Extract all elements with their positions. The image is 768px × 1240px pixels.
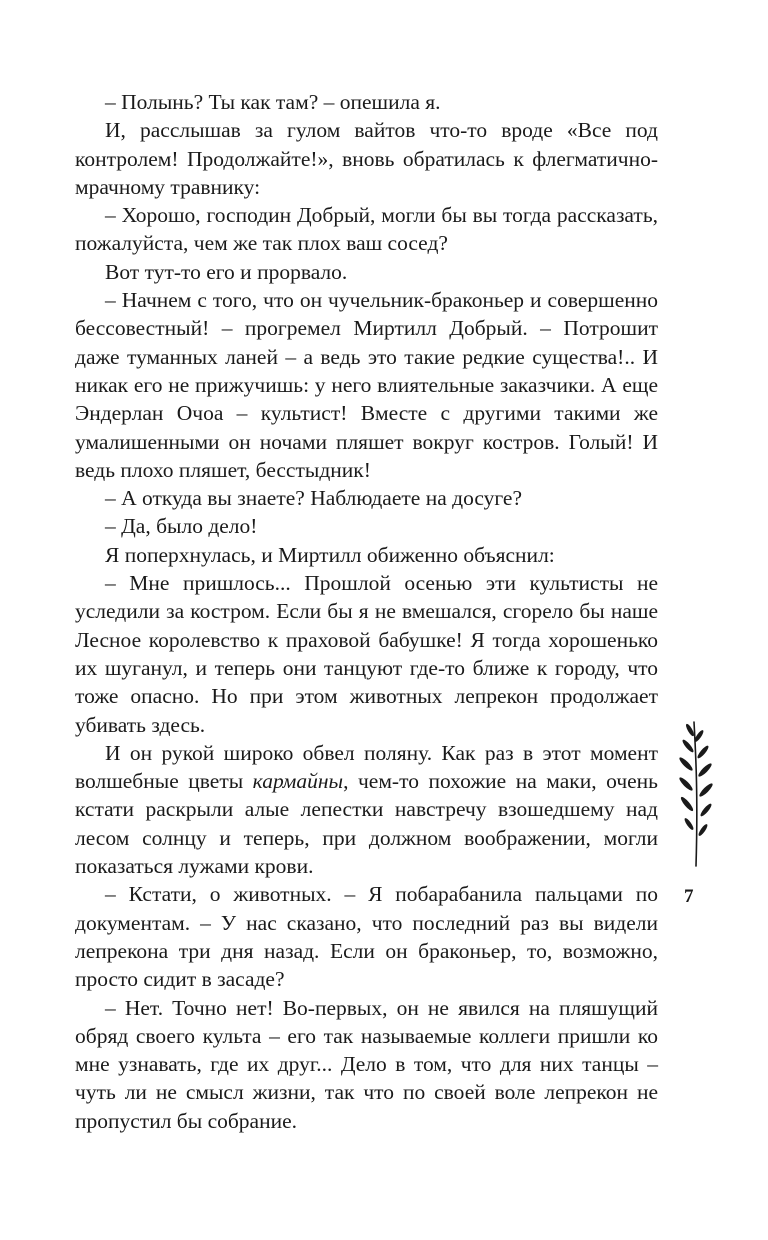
paragraph-text-before: И он рукой широко обвел поляну. Как раз в этот момент волшебные цветы xyxy=(75,740,658,794)
page-number: 7 xyxy=(684,886,694,907)
paragraph: – Да, было дело! xyxy=(105,514,258,539)
paragraph: И, расслышав за гулом вайтов что-то вроде «Все под контролем! Продолжайте!», вновь обратилась к флегматично-мрачному травнику: xyxy=(75,118,658,199)
paragraph: – Начнем с того, что он чучельник-браконьер и совершенно бессовестный! – прогремел Миртилл Добрый. – Потрошит даже туманных ланей – а ведь это такие редкие существа!.. И никак его не прижучишь: у него влиятельные заказчики. А еще Эндерлан Очоа – культист! Вместе с другими такими же умалишенными он ночами пляшет вокруг костров. Голый! И ведь плохо пляшет, бесстыдник! xyxy=(75,288,658,482)
italic-term: кармайны xyxy=(252,769,344,794)
paragraph: – Полынь? Ты как там? – опешила я. xyxy=(105,90,441,114)
paragraph: Вот тут-то его и прорвало. xyxy=(105,259,348,284)
sprig-ornament-icon xyxy=(668,718,718,868)
paragraph xyxy=(75,739,658,880)
paragraph-text-after: , чем-то похожие на маки, очень кстати раскрыли алые лепестки навстречу взошедшему над лесом солнцу и теперь, при должном воображении, могли показаться лужами крови. xyxy=(75,769,658,879)
paragraph: – Нет. Точно нет! Во-первых, он не явился на пляшущий обряд своего культа – его так называемые коллеги пришли ко мне узнавать, где их друг... Дело в том, что для них танцы – чуть ли не смысл жизни, так что по своей воле лепрекон не пропустил бы собрание. xyxy=(75,995,658,1133)
paragraph: – А откуда вы знаете? Наблюдаете на досуге? xyxy=(105,486,522,511)
page-text xyxy=(75,88,658,1135)
paragraph: Я поперхнулась, и Миртилл обиженно объяснил: xyxy=(105,542,555,567)
paragraph: – Кстати, о животных. – Я побарабанила пальцами по документам. – У нас сказано, что последний раз вы видели лепрекона три дня назад. Если он браконьер, то, возможно, просто сидит в засаде? xyxy=(75,882,658,992)
paragraph: – Хорошо, господин Добрый, могли бы вы тогда рассказать, пожалуйста, чем же так плох ваш сосед? xyxy=(75,203,658,256)
paragraph: – Мне пришлось... Прошлой осенью эти культисты не уследили за костром. Если бы я не вмешался, сгорело бы наше Лесное королевство к праховой бабушке! Я тогда хорошенько их шуганул, и теперь они танцуют где-то ближе к городу, что тоже опасно. Но при этом животных лепрекон продолжает убивать здесь. xyxy=(75,571,658,737)
